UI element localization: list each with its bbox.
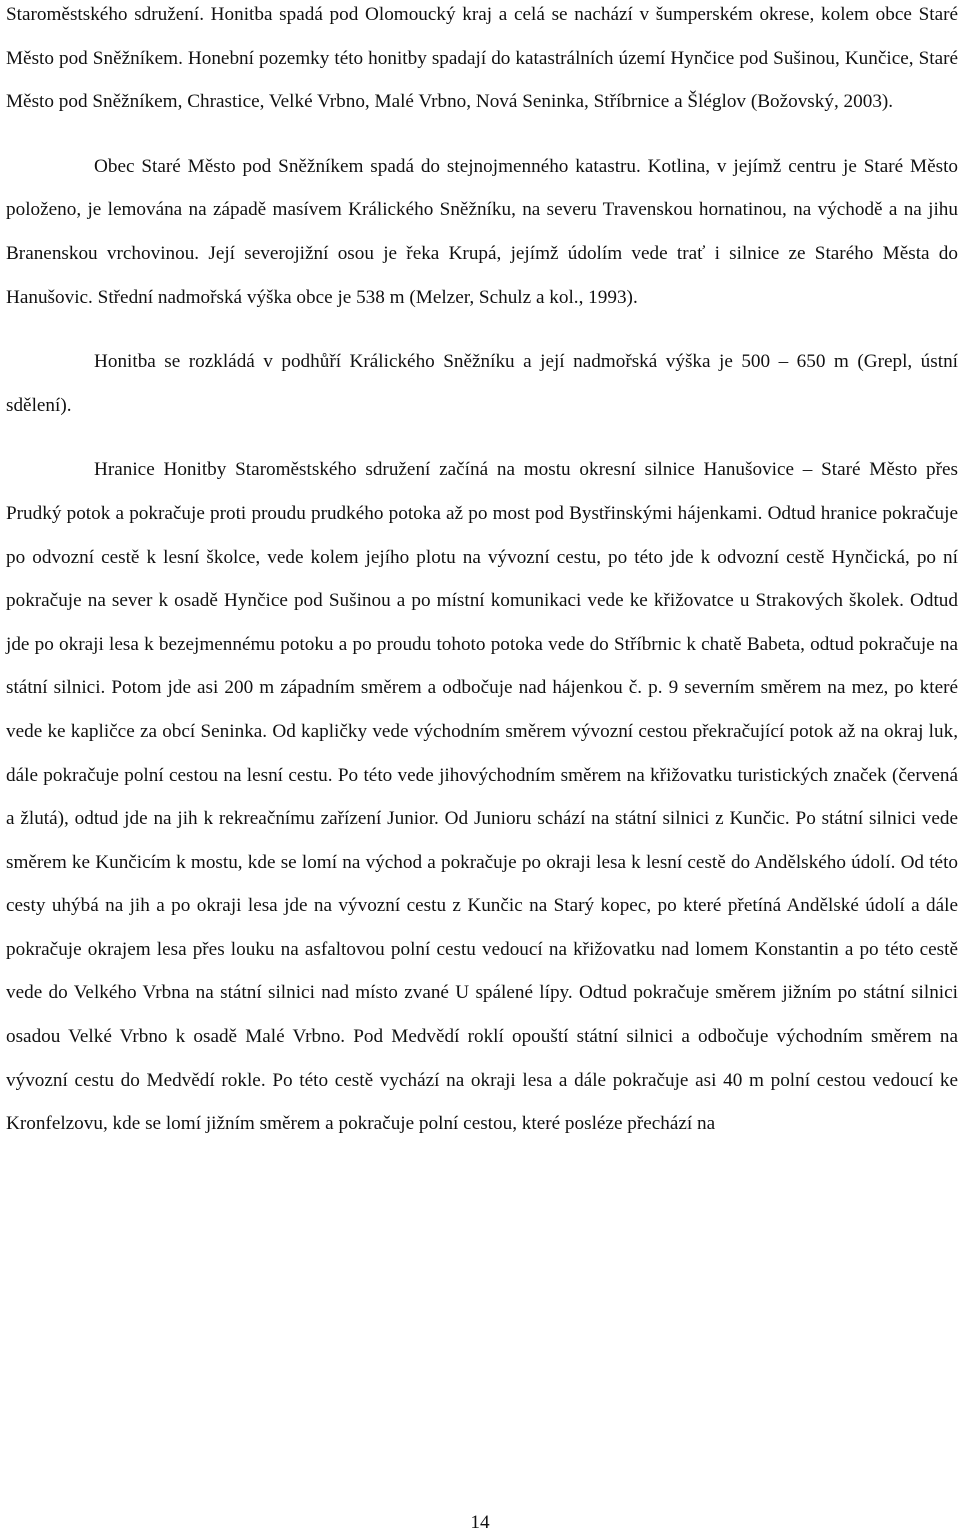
document-page — [6, 0, 958, 1146]
page-number: 14 — [470, 1512, 490, 1533]
paragraph-boundary: Hranice Honitby Staroměstského sdružení začíná na mostu okresní silnice Hanušovice – Staré Město přes Prudký potok a pokračuje proti proudu prudkého potoka až po most pod Bystřinskými hájenkami. Odtud hranice pokračuje po odvozní cestě k lesní školce, vede kolem jejího plotu na vývozní cestu, po této jde k odvozní cestě Hynčická, po ní pokračuje na sever k osadě Hynčice pod Sušinou a po místní komunikaci vede ke křižovatce u Strakových školek. Odtud jde po okraji lesa k bezejmennému potoku a po proudu tohoto potoka vede do Stříbrnic k chatě Babeta, odtud pokračuje na státní silnici. Potom jde asi 200 m západním směrem a odbočuje nad hájenkou č. p. 9 severním směrem na mez, po které vede ke kapličce za obcí Seninka. Od kapličky vede východním směrem vývozní cestou překračující potok až na okraj luk, dále pokračuje polní cestou na lesní cestu. Po této vede jihovýchodním směrem na křižovatku turistických značek (červená a žlutá), odtud jde na jih k rekreačnímu zařízení Junior. Od Junioru schází na státní silnici z Kunčic. Po státní silnici vede směrem ke Kunčicím k mostu, kde se lomí na východ a pokračuje po okraji lesa k lesní cestě do Andělského údolí. Od této cesty uhýbá na jih a po okraji lesa jde na vývozní cestu z Kunčic na Starý kopec, po které přetíná Andělské údolí a dále pokračuje okrajem lesa přes louku na asfaltovou polní cestu vedoucí na křižovatku nad lomem Konstantin a po této cestě vede do Velkého Vrbna na státní silnici nad místo zvané U spálené lípy. Odtud pokračuje směrem jižním po státní silnici osadou Velké Vrbno k osadě Malé Vrbno. Pod Medvědí roklí opouští státní silnici a odbočuje východním směrem na vývozní cestu do Medvědí rokle. Po této cestě vychází na okraji lesa a dále pokračuje asi 40 m polní cestou vedoucí ke Kronfelzovu, kde se lomí jižním směrem a pokračuje polní cestou, které posléze přechází na — [6, 459, 958, 1135]
paragraph-village: Obec Staré Město pod Sněžníkem spadá do stejnojmenného katastru. Kotlina, v jejímž centru je Staré Město položeno, je lemována na západě masívem Králického Sněžníku, na severu Travenskou hornatinou, na východě a na jihu Branenskou vrchovinou. Její severojižní osou je řeka Krupá, jejímž údolím vede trať i silnice ze Starého Města do Hanušovic. Střední nadmořská výška obce je 538 m (Melzer, Schulz a kol., 1993). — [6, 155, 958, 308]
paragraph-altitude: Honitba se rozkládá v podhůří Králického Sněžníku a její nadmořská výška je 500 – 650 m (Grepl, ústní sdělení). — [6, 351, 958, 416]
paragraph-continuation: Staroměstského sdružení. Honitba spadá pod Olomoucký kraj a celá se nachází v šumperském okrese, kolem obce Staré Město pod Sněžníkem. Honební pozemky této honitby spadají do katastrálních území Hynčice pod Sušinou, Kunčice, Staré Město pod Sněžníkem, Chrastice, Velké Vrbno, Malé Vrbno, Nová Seninka, Stříbrnice a Šléglov (Božovský, 2003). — [6, 4, 958, 113]
